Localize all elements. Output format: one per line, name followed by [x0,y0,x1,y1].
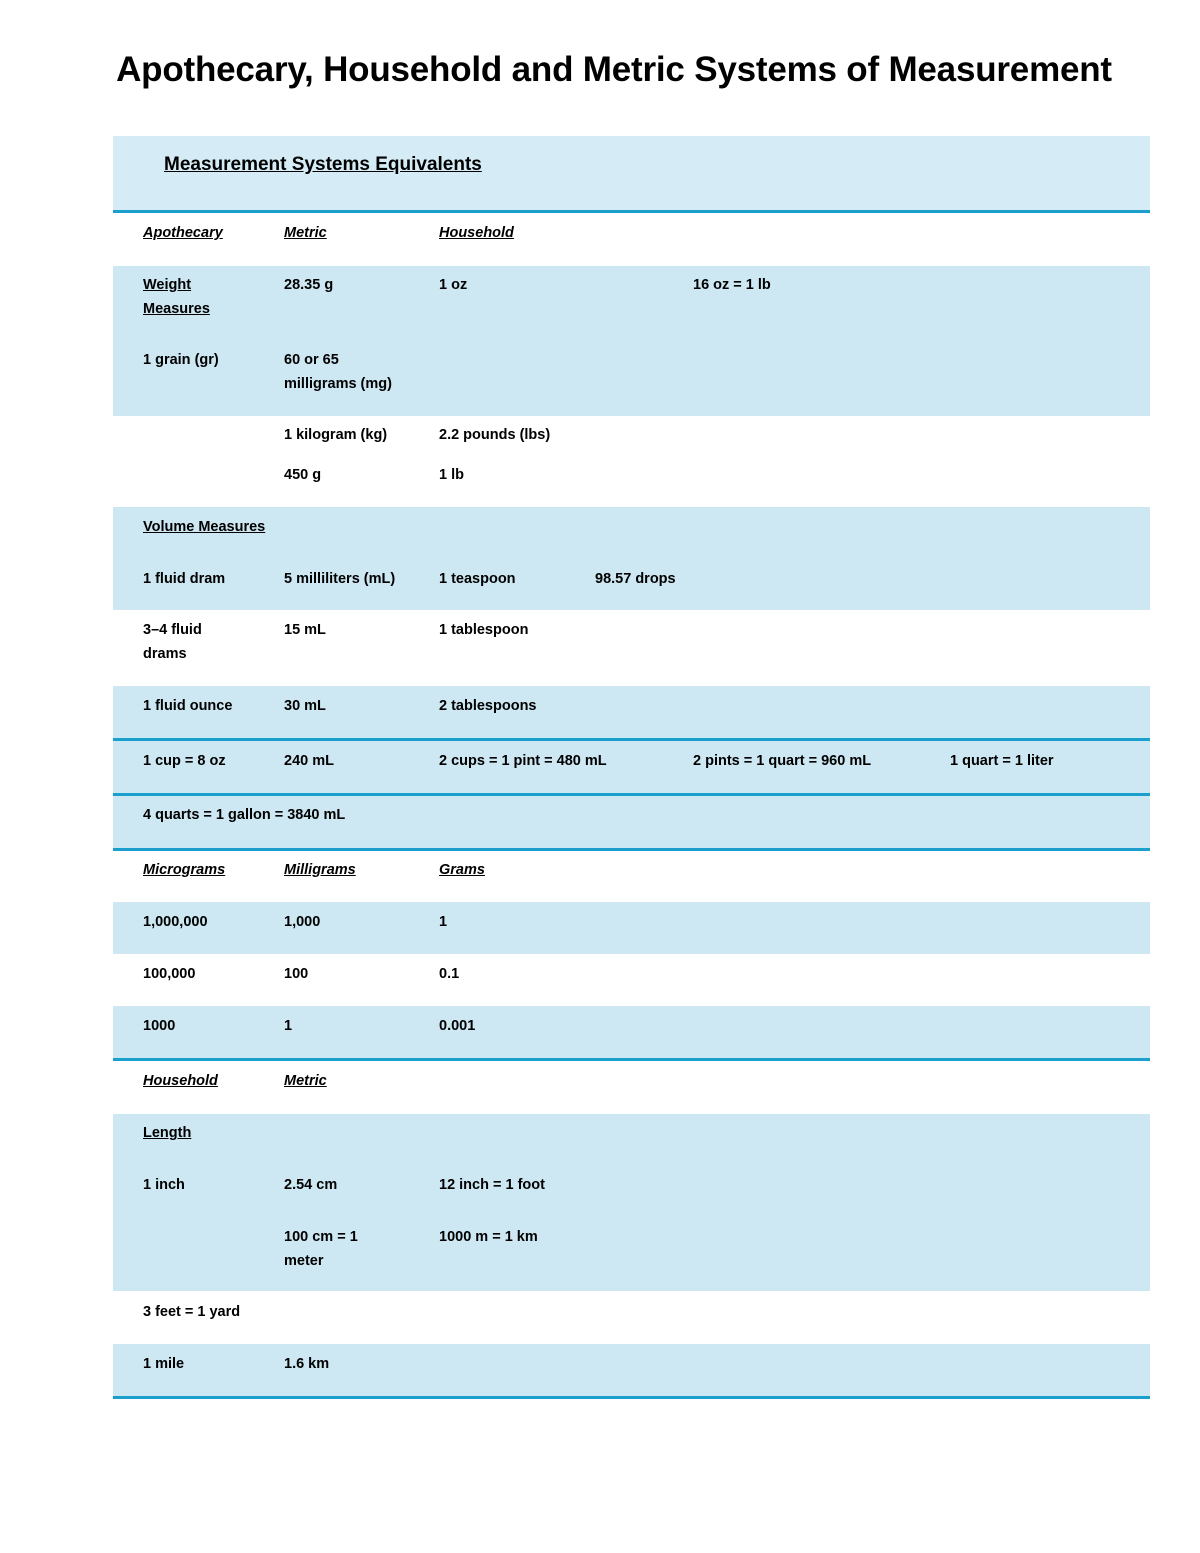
weight-1oz: 1 oz [439,277,468,293]
weight-450g: 450 g [284,467,322,483]
volume-gallon: 4 quarts = 1 gallon = 3840 mL [143,807,346,823]
weight-16oz: 16 oz = 1 lb [693,277,771,293]
volume-240ml: 240 mL [284,753,334,769]
mass-mg: 1 [284,1018,293,1034]
measurement-table [113,136,1150,1401]
volume-34-drams: 3–4 fluid drams [143,622,202,662]
mass-mg: 1,000 [284,914,321,930]
mass-mcg: 100,000 [143,966,196,982]
volume-drops: 98.57 drops [595,571,676,587]
header-household: Household [143,1073,218,1089]
length-meter: 100 cm = 1 meter [284,1229,358,1269]
rule [113,1058,1150,1061]
volume-cup: 1 cup = 8 oz [143,753,226,769]
mass-g: 0.1 [439,966,460,982]
volume-measures-label: Volume Measures [143,519,266,535]
volume-2-tablespoons: 2 tablespoons [439,698,537,714]
length-band [113,1114,1150,1291]
mass-mcg: 1000 [143,1018,176,1034]
weight-kg: 1 kilogram (kg) [284,427,388,443]
volume-tablespoon: 1 tablespoon [439,622,529,638]
mass-g: 1 [439,914,448,930]
section-heading: Measurement Systems Equivalents [164,154,482,175]
header-metric: Metric [284,1073,327,1089]
length-yard: 3 feet = 1 yard [143,1304,241,1320]
volume-15ml: 15 mL [284,622,326,638]
length-label: Length [143,1125,192,1141]
weight-28g: 28.35 g [284,277,334,293]
rule [113,1396,1150,1399]
mass-g: 0.001 [439,1018,476,1034]
mass-band-1 [113,902,1150,954]
mass-mg: 100 [284,966,309,982]
mile-band [113,1344,1150,1396]
volume-band [113,507,1150,610]
weight-band [113,266,1150,416]
volume-liter: 1 quart = 1 liter [950,753,1054,769]
header-household: Household [439,225,514,241]
weight-mg: 60 or 65 milligrams (mg) [284,352,392,392]
weight-1lb: 1 lb [439,467,464,483]
header-micrograms: Micrograms [143,862,226,878]
header-metric: Metric [284,225,327,241]
rule [113,848,1150,851]
volume-quart: 2 pints = 1 quart = 960 mL [693,753,872,769]
rule [113,210,1150,213]
weight-measures-label: Weight Measures [143,277,210,317]
length-foot: 12 inch = 1 foot [439,1177,545,1193]
length-16km: 1.6 km [284,1356,330,1372]
weight-lbs: 2.2 pounds (lbs) [439,427,551,443]
mass-mcg: 1,000,000 [143,914,208,930]
header-apothecary: Apothecary [143,225,223,241]
weight-grain: 1 grain (gr) [143,352,219,368]
length-inch: 1 inch [143,1177,185,1193]
volume-fluid-ounce: 1 fluid ounce [143,698,233,714]
page-title: Apothecary, Household and Metric Systems of Measurement [116,50,1112,89]
fluid-ounce-band [113,686,1150,738]
header-grams: Grams [439,862,485,878]
volume-pint: 2 cups = 1 pint = 480 mL [439,753,607,769]
volume-30ml: 30 mL [284,698,326,714]
length-km: 1000 m = 1 km [439,1229,538,1245]
rule [113,738,1150,741]
mass-band-3 [113,1006,1150,1058]
volume-5ml: 5 milliliters (mL) [284,571,396,587]
length-cm: 2.54 cm [284,1177,338,1193]
length-mile: 1 mile [143,1356,185,1372]
header-milligrams: Milligrams [284,862,356,878]
volume-teaspoon: 1 teaspoon [439,571,516,587]
rule [113,793,1150,796]
volume-dram: 1 fluid dram [143,571,226,587]
